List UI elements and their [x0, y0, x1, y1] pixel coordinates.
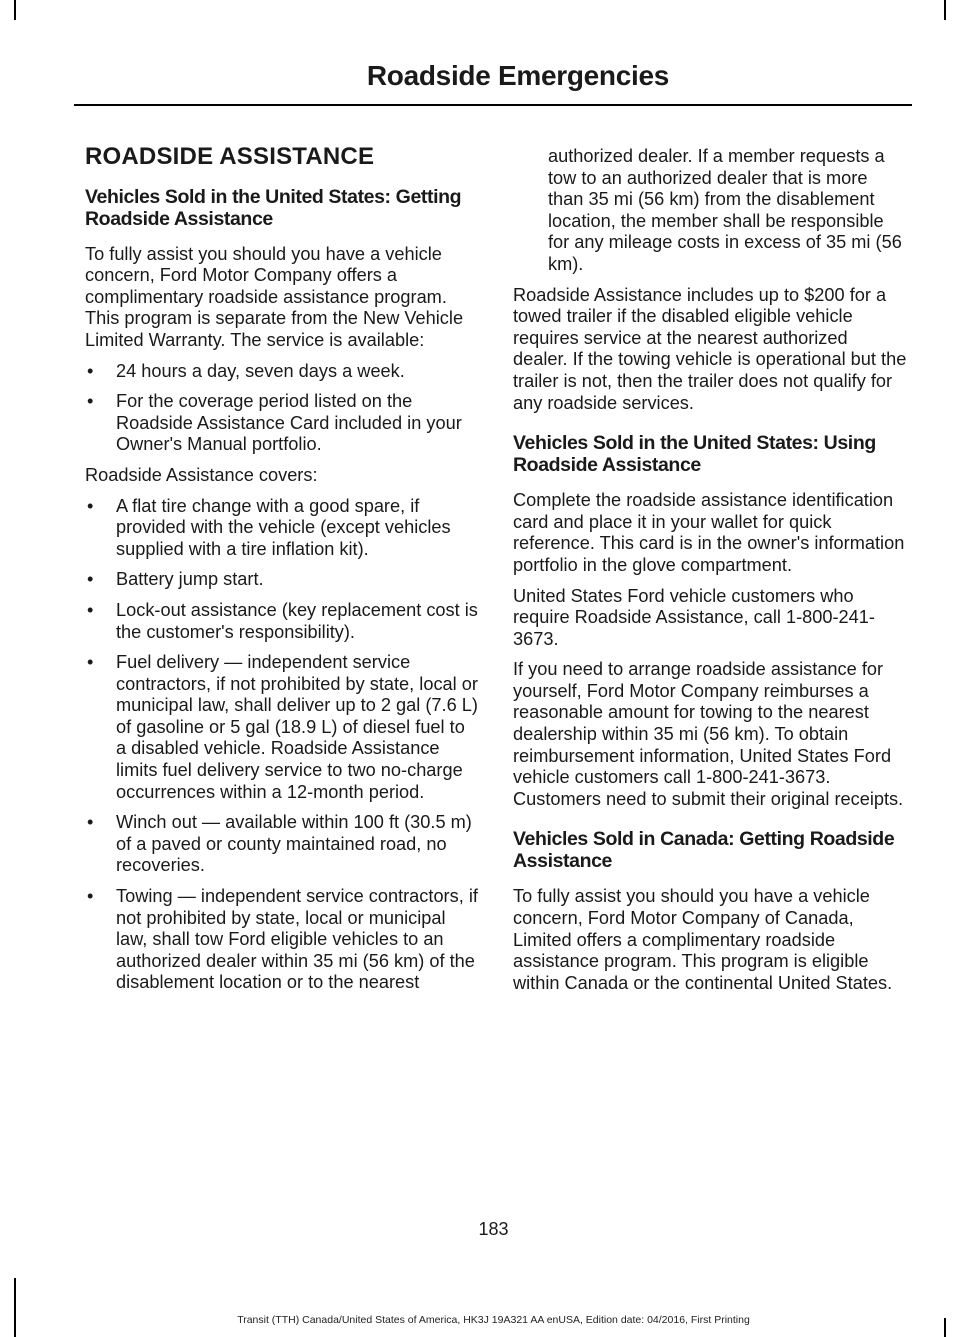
page-header-title: Roadside Emergencies [366, 60, 669, 91]
left-column [85, 143, 479, 1003]
list-item: • Fuel delivery — independent service contractors, if not prohibited by state, local or municipal law, shall deliver up to 2 gal (7.6 L) of gasoline or 5 gal (18.9 L) of diesel fuel to a disabled vehicle. Roadside Assistance limits fuel delivery service to two no-charge occurrences within a 12-month period. [85, 652, 479, 803]
canada-paragraph: To fully assist you should you have a vehicle concern, Ford Motor Company of Canada, Limited offers a complimentary roadside assistance program. This program is eligible within Canada or the continental United States. [513, 886, 893, 993]
list-item: • Winch out — available within 100 ft (30.5 m) of a paved or county maintained road, no recoveries. [85, 812, 479, 877]
list-item: • Battery jump start. [85, 569, 479, 591]
crop-mark-top-right [944, 0, 946, 20]
availability-list [85, 361, 479, 456]
using-paragraph-2: United States Ford vehicle customers who require Roadside Assistance, call 1-800-241-3673. [513, 585, 875, 649]
list-item: • A flat tire change with a good spare, if provided with the vehicle (except vehicles supplied with a tire inflation kit). [85, 496, 479, 561]
covers-list [85, 496, 479, 994]
trailer-paragraph: Roadside Assistance includes up to $200 for a towed trailer if the disabled eligible vehicle requires service at the nearest authorized dealer. If the towing vehicle is operational but the trailer is not, then the trailer does not qualify for any roadside services. [513, 284, 907, 413]
section-heading: ROADSIDE ASSISTANCE [85, 143, 375, 170]
intro-paragraph: To fully assist you should you have a vehicle concern, Ford Motor Company offers a complimentary roadside assistance program. This program is separate from the New Vehicle Limited Warranty. The service is available: [85, 243, 464, 350]
right-column [513, 146, 907, 1003]
subheading-us-getting: Vehicles Sold in the United States: Getting Roadside Assistance [85, 185, 462, 230]
using-paragraph-1: Complete the roadside assistance identification card and place it in your wallet for quick reference. This card is in the owner's information portfolio in the glove compartment. [513, 490, 905, 575]
covers-intro: Roadside Assistance covers: [85, 464, 318, 485]
subheading-us-using: Vehicles Sold in the United States: Using Roadside Assistance [513, 432, 876, 477]
page-number: 183 [478, 1219, 509, 1239]
list-item: • Lock-out assistance (key replacement cost is the customer's responsibility). [85, 600, 479, 643]
crop-mark-bottom-left [14, 1278, 16, 1337]
edition-footer: Transit (TTH) Canada/United States of America, HK3J 19A321 AA enUSA, Edition date: 04/2016, First Printing [237, 1314, 750, 1326]
subheading-canada-getting: Vehicles Sold in Canada: Getting Roadside Assistance [513, 828, 895, 873]
list-item: • 24 hours a day, seven days a week. [85, 361, 479, 383]
using-paragraph-3: If you need to arrange roadside assistance for yourself, Ford Motor Company reimburses a reasonable amount for towing to the nearest dealership within 35 mi (56 km). To obtain reimbursement information, United States Ford vehicle customers call 1-800-241-3673. Customers need to submit their original receipts. [513, 659, 904, 809]
header-divider [74, 104, 912, 106]
list-item: • Towing — independent service contractors, if not prohibited by state, local or municipal law, shall tow Ford eligible vehicles to an authorized dealer within 35 mi (56 km) of the disablement location or to the nearest [85, 886, 479, 994]
towing-continuation: authorized dealer. If a member requests a tow to an authorized dealer that is more than 35 mi (56 km) from the disablement location, the member shall be responsible for any mileage costs in excess of 35 mi (56 km). [548, 146, 902, 274]
list-item: • For the coverage period listed on the Roadside Assistance Card included in your Owner's Manual portfolio. [85, 391, 479, 456]
crop-mark-top-left [14, 0, 16, 20]
